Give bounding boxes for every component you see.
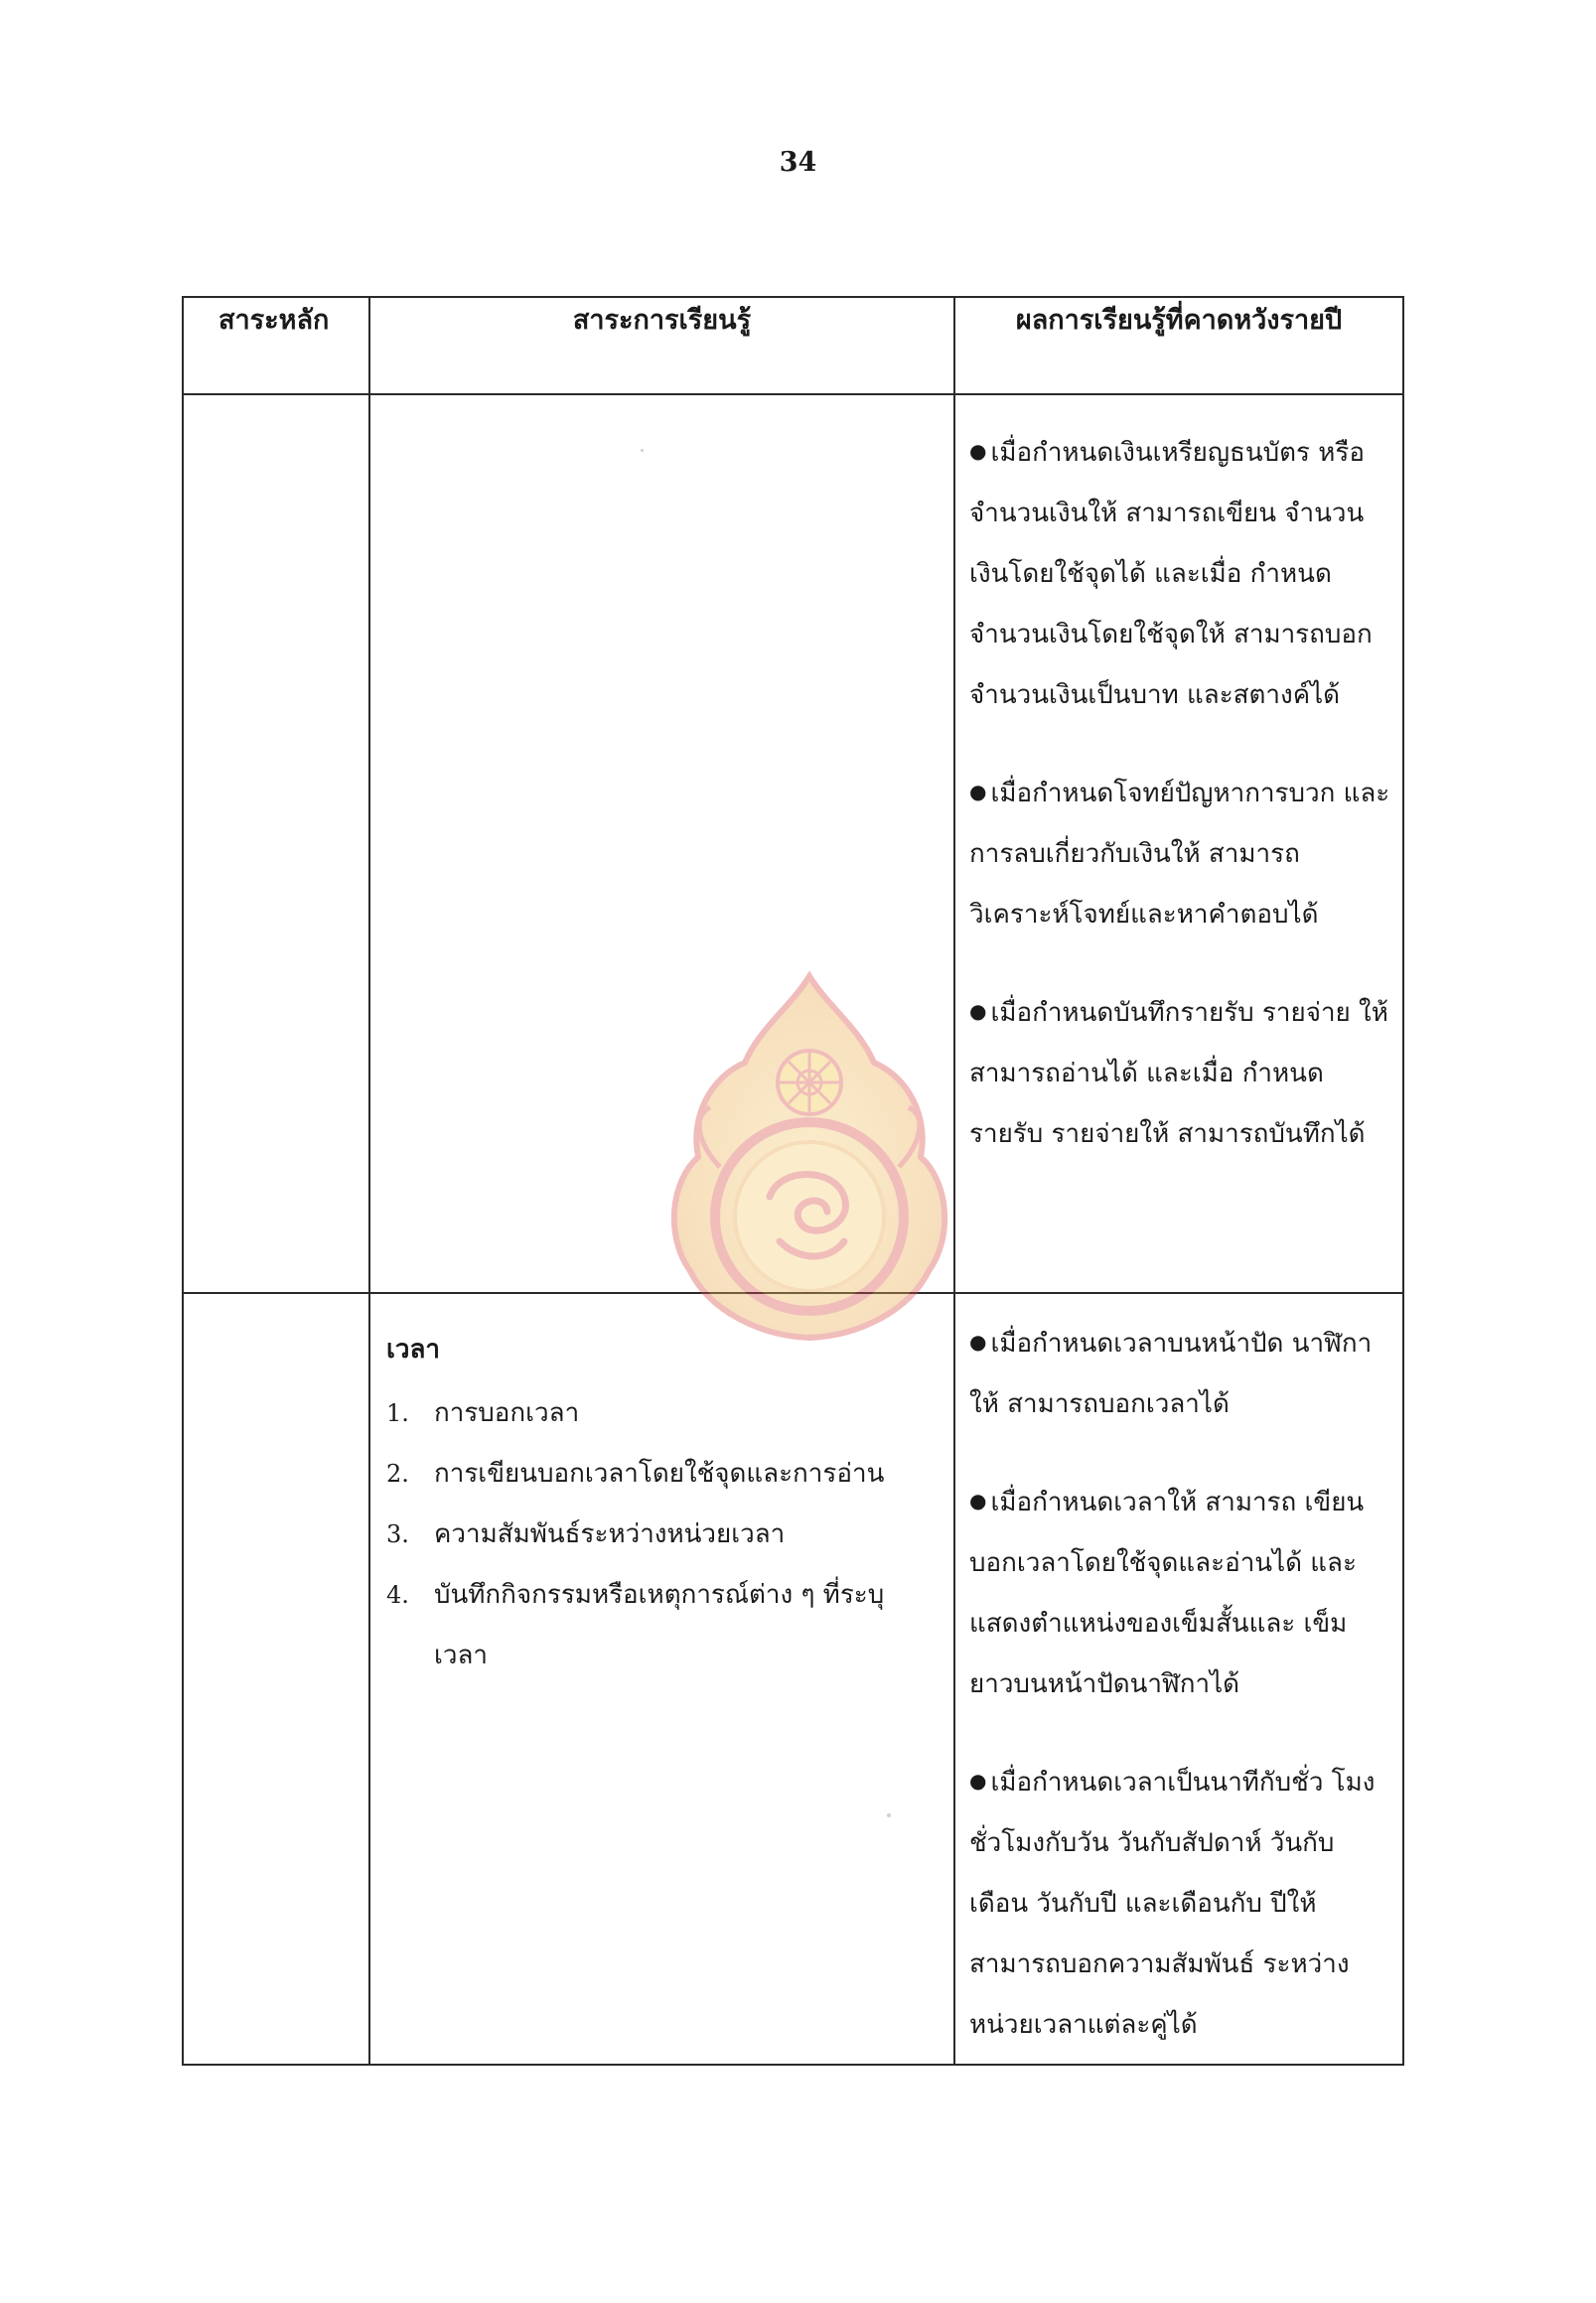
- list-item: 4. บันทึกกิจกรรมหรือเหตุการณ์ต่าง ๆ ที่ระบุ เวลา: [386, 1580, 885, 1670]
- bullet-icon: ●: [969, 439, 987, 463]
- expected-outcomes-cell: [954, 394, 1403, 1293]
- table-header-row: [183, 297, 1403, 394]
- list-item: 1. การบอกเวลา: [386, 1398, 580, 1428]
- core-subject-cell: [183, 1293, 369, 2065]
- outcome-item: ● เมื่อกำหนดเวลาให้ สามารถ เขียนบอกเวลาโดยใช้จุดและอ่านได้ และแสดงตำแหน่งของเข็มสั้นและ เข็มยาวบนหน้าปัดนาฬิกาได้: [969, 1488, 1365, 1699]
- scan-speck: [887, 1813, 891, 1817]
- outcome-item: ● เมื่อกำหนดเงินเหรียญธนบัตร หรือจำนวนเงินให้ สามารถเขียน จำนวนเงินโดยใช้จุดได้ และเมื่อ กำหนดจำนวนเงินโดยใช้จุดให้ สามารถบอกจำนวนเงินเป็นบาท และสตางค์ได้: [969, 438, 1373, 710]
- header-expected-outcomes: ผลการเรียนรู้ที่คาดหวังรายปี: [954, 297, 1403, 394]
- table-row: [183, 1293, 1403, 2065]
- content-list: [386, 1383, 942, 1686]
- learning-content-cell: [369, 1293, 954, 2065]
- bullet-icon: ●: [969, 1330, 987, 1354]
- learning-content-cell: [369, 394, 954, 1293]
- core-subject-cell: [183, 394, 369, 1293]
- outcome-item: ● เมื่อกำหนดเวลาบนหน้าปัด นาฬิกาให้ สามารถบอกเวลาได้: [969, 1329, 1373, 1419]
- list-item: 2. การเขียนบอกเวลาโดยใช้จุดและการอ่าน: [386, 1459, 885, 1489]
- outcome-item: ● เมื่อกำหนดเวลาเป็นนาทีกับชั่ว โมง ชั่วโมงกับวัน วันกับสัปดาห์ วันกับเดือน วันกับปี และเดือนกับ ปีให้ สามารถบอกความสัมพันธ์ ระหว่างหน่วยเวลาแต่ละคู่ได้: [969, 1768, 1376, 2040]
- outcome-item: ● เมื่อกำหนดโจทย์ปัญหาการบวก และการลบเกี่ยวกับเงินให้ สามารถ วิเคราะห์โจทย์และหาคำตอบได้: [969, 779, 1390, 930]
- list-item: 3. ความสัมพันธ์ระหว่างหน่วยเวลา: [386, 1519, 786, 1549]
- bullet-icon: ●: [969, 1769, 987, 1793]
- scan-speck: [641, 449, 644, 452]
- page-number: 34: [779, 147, 817, 178]
- expected-outcomes-cell: [954, 1293, 1403, 2065]
- outcome-item: ● เมื่อกำหนดบันทึกรายรับ รายจ่าย ให้ สามารถอ่านได้ และเมื่อ กำหนดรายรับ รายจ่ายให้ สามารถบันทึกได้: [969, 998, 1388, 1149]
- content-title: เวลา: [386, 1335, 441, 1365]
- bullet-icon: ●: [969, 780, 987, 803]
- bullet-icon: ●: [969, 1489, 987, 1512]
- curriculum-table: [182, 296, 1404, 2066]
- table-row: [183, 394, 1403, 1293]
- header-learning-content: สาระการเรียนรู้: [369, 297, 954, 394]
- header-core-subject: สาระหลัก: [183, 297, 369, 394]
- bullet-icon: ●: [969, 999, 987, 1023]
